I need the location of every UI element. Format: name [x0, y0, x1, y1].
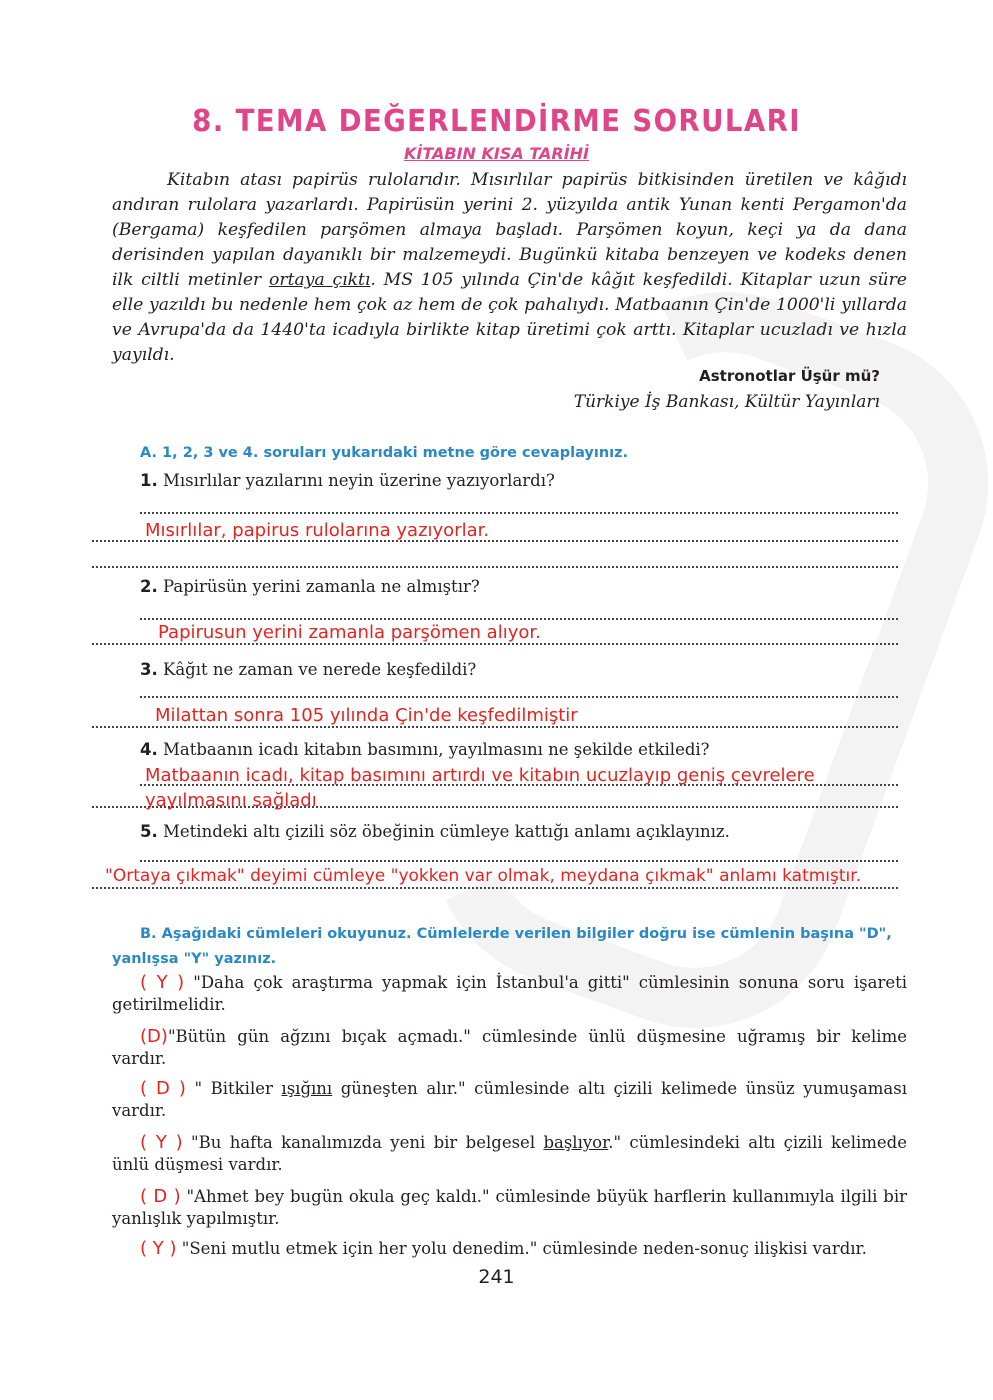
statement-4: ( Y ) "Bu hafta kanalımızda yeni bir belgesel başlıyor." cümlesindeki altı çizili kelimede ünlü düşmesi vardır.	[112, 1132, 908, 1174]
page-number: 241	[478, 1266, 515, 1288]
answer-5: "Ortaya çıkmak" deyimi cümleye "yokken var olmak, meydana çıkmak" anlamı katmıştır.	[105, 866, 862, 886]
answer-line	[140, 618, 898, 620]
answer-mark[interactable]: Y	[155, 1132, 167, 1153]
section-b-instruction: B. Aşağıdaki cümleleri okuyunuz. Cümlelerde verilen bilgiler doğru ise cümlenin başına "D", yanlışsa "Y" yazınız.	[112, 926, 892, 967]
answer-3: Milattan sonra 105 yılında Çin'de keşfedilmiştir	[155, 705, 578, 726]
answer-2: Papirusun yerini zamanla parşömen alıyor.	[158, 622, 541, 643]
answer-line	[140, 512, 898, 514]
source-book-title: Astronotlar Üşür mü?	[699, 367, 880, 385]
page-title: 8. TEMA DEĞERLENDİRME SORULARI	[192, 104, 801, 139]
answer-line[interactable]	[92, 726, 898, 728]
answer-line[interactable]	[92, 643, 898, 645]
statement-5: ( D ) "Ahmet bey bugün okula geç kaldı." cümlesinde büyük harflerin kullanımıyla ilgili bir yanlışlık yapılmıştır.	[112, 1186, 907, 1228]
answer-line[interactable]	[92, 887, 898, 889]
statement-1: ( Y ) "Daha çok araştırma yapmak için İstanbul'a gitti" cümlesinin sonuna soru işareti getirilmelidir.	[112, 972, 908, 1014]
answer-1: Mısırlılar, papirus rulolarına yazıyorlar.	[145, 520, 490, 541]
passage-title: KİTABIN KISA TARİHİ	[403, 144, 589, 163]
source-publisher: Türkiye İş Bankası, Kültür Yayınları	[573, 392, 880, 412]
answer-4-line-1: Matbaanın icadı, kitap basımını artırdı ve kitabın ucuzlayıp geniş çevrelere	[145, 765, 815, 786]
reading-passage: Kitabın atası papirüs rulolarıdır. Mısırlılar papirüs bitkisinden üretilen ve kâğıdı andıran rulolara yazarlardı. Papirüsün yerini 2. yüzyılda antik Yunan kenti Pergamon'da (Bergama) keşfedilen parşömen almaya başladı. Parşömen koyun, keçi ya da dana derisinden yapılan dayanıklı bir malzemeydi. Bugünkü kitaba benzeyen ve kodeks denen ilk ciltli metinler ortaya çıktı. MS 105 yılında Çin'de kâğıt keşfedildi. Kitaplar uzun süre elle yazıldı bu nedenle hem çok az hem de çok pahalıydı. Matbaanın Çin'de 1000'li yıllarda ve Avrupa'da da 1440'ta icadıyla birlikte kitap üretimi çok arttı. Kitaplar ucuzladı ve hızla yayıldı.	[112, 170, 907, 365]
question-5: 5. Metindeki altı çizili söz öbeğinin cümleye kattığı anlamı açıklayınız.	[140, 822, 730, 841]
answer-line	[140, 860, 898, 862]
answer-4-line-2: yayılmasını sağladı	[145, 790, 317, 811]
answer-line	[92, 566, 898, 568]
answer-mark[interactable]: Y	[156, 972, 168, 993]
question-1: 1. Mısırlılar yazılarını neyin üzerine yazıyorlardı?	[140, 471, 555, 490]
answer-mark[interactable]: D	[147, 1026, 161, 1047]
answer-mark[interactable]: D	[153, 1186, 168, 1207]
question-2: 2. Papirüsün yerini zamanla ne almıştır?	[140, 577, 480, 596]
question-4: 4. Matbaanın icadı kitabın basımını, yayılmasını ne şekilde etkiledi?	[140, 740, 710, 759]
answer-mark[interactable]: Y	[152, 1238, 164, 1259]
underlined-phrase: ortaya çıktı	[269, 270, 371, 290]
question-3: 3. Kâğıt ne zaman ve nerede keşfedildi?	[140, 660, 477, 679]
statement-6: ( Y ) "Seni mutlu etmek için her yolu denedim." cümlesinde neden-sonuç ilişkisi vardır.	[140, 1238, 867, 1259]
section-a-instruction: A. 1, 2, 3 ve 4. soruları yukarıdaki metne göre cevaplayınız.	[140, 445, 629, 461]
statement-3: ( D ) " Bitkiler ışığını güneşten alır." cümlesinde altı çizili kelimede ünsüz yumuşaması vardır.	[112, 1078, 908, 1120]
statement-2: (D)"Bütün gün ağzını bıçak açmadı." cümlesinde ünlü düşmesine uğramış bir kelime vardır.	[112, 1026, 907, 1068]
answer-line	[140, 696, 898, 698]
answer-mark[interactable]: D	[156, 1078, 170, 1099]
